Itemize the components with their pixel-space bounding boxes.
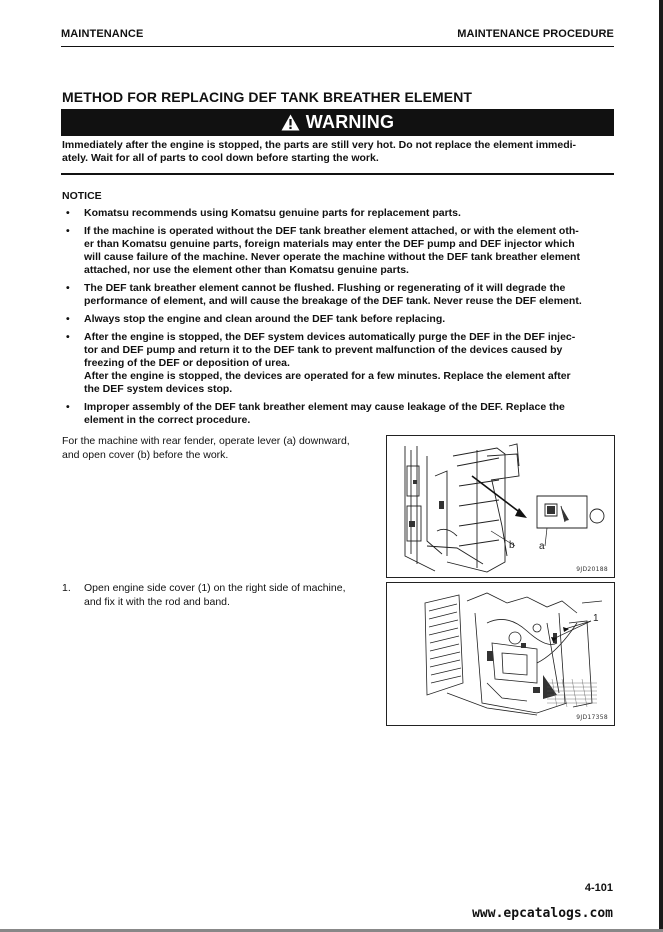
bullet-icon: •	[66, 401, 70, 413]
notice-line: will cause failure of the machine. Never operate the machine without the DEF tank breather element	[84, 251, 580, 263]
step-line: and fix it with the rod and band.	[84, 595, 230, 608]
warning-line: ately. Wait for all of parts to cool down before starting the work.	[62, 152, 379, 164]
notice-line: The DEF tank breather element cannot be flushed. Flushing or regenerating of it will degrade the	[84, 282, 566, 294]
notice-item	[62, 313, 615, 326]
bullet-icon: •	[66, 282, 70, 294]
header-divider	[61, 46, 614, 47]
notice-line: After the engine is stopped, the devices are operated for a few minutes. Replace the element after	[84, 370, 571, 382]
figure-code: 9JD17358	[576, 714, 608, 721]
notice-line: element in the correct procedure.	[84, 414, 251, 426]
notice-line: performance of element, and will cause the breakage of the DEF tank. Never reuse the DEF element.	[84, 295, 582, 307]
step-text	[84, 582, 380, 609]
warning-divider	[61, 173, 614, 175]
notice-line: Always stop the engine and clean around the DEF tank before replacing.	[84, 313, 446, 325]
intro-line: and open cover (b) before the work.	[62, 449, 229, 461]
notice-line: Komatsu recommends using Komatsu genuine parts for replacement parts.	[84, 207, 461, 219]
notice-item	[62, 401, 615, 427]
watermark-url: www.epcatalogs.com	[472, 906, 613, 921]
notice-heading: NOTICE	[62, 190, 102, 202]
header-section: MAINTENANCE	[61, 28, 144, 40]
notice-line: After the engine is stopped, the DEF system devices automatically purge the DEF in the DEF injec-	[84, 331, 576, 343]
warning-label: WARNING	[305, 112, 395, 132]
figure-rear-fender-cover	[386, 435, 615, 578]
warning-text	[62, 139, 614, 165]
page-edge	[659, 0, 663, 932]
notice-item	[62, 207, 615, 220]
notice-item	[62, 331, 615, 396]
notice-line: If the machine is operated without the DEF tank breather element attached, or with the element oth-	[84, 225, 579, 237]
page-title: METHOD FOR REPLACING DEF TANK BREATHER ELEMENT	[62, 89, 473, 105]
notice-line: tor and DEF pump and return it to the DEF tank to prevent malfunction of the devices caused by	[84, 344, 563, 356]
step-number: 1.	[62, 582, 71, 594]
step-line: Open engine side cover (1) on the right side of machine,	[84, 582, 346, 594]
notice-line: Improper assembly of the DEF tank breather element may cause leakage of the DEF. Replace the	[84, 401, 565, 413]
callout-label-b: b	[509, 540, 515, 551]
notice-list	[62, 207, 615, 432]
figure-engine-side-cover	[386, 582, 615, 726]
bullet-icon: •	[66, 313, 70, 325]
notice-item	[62, 225, 615, 277]
warning-line: Immediately after the engine is stopped, the parts are still very hot. Do not replace the element immedi-	[62, 139, 577, 151]
engine-illustration	[387, 583, 614, 725]
notice-line: attached, nor use the element other than Komatsu genuine parts.	[84, 264, 409, 276]
notice-line: freezing of the DEF or deposition of urea.	[84, 357, 290, 369]
notice-item	[62, 282, 615, 308]
intro-line: For the machine with rear fender, operate lever (a) downward,	[62, 435, 350, 447]
callout-label-a: a	[539, 541, 545, 552]
bullet-icon: •	[66, 225, 70, 237]
bullet-icon: •	[66, 331, 70, 343]
page-header	[61, 28, 614, 42]
notice-line: the DEF system devices stop.	[84, 383, 233, 395]
intro-paragraph	[62, 434, 378, 462]
header-chapter: MAINTENANCE PROCEDURE	[457, 28, 614, 40]
warning-triangle-icon	[281, 114, 300, 131]
figure-code: 9JD20188	[576, 566, 608, 573]
callout-label-1: 1	[593, 613, 599, 624]
bullet-icon: •	[66, 207, 70, 219]
warning-banner	[61, 109, 614, 136]
notice-line: er than Komatsu genuine parts, foreign materials may enter the DEF pump and DEF injector which	[84, 238, 575, 250]
machine-illustration	[387, 436, 614, 577]
page-number: 4-101	[584, 882, 613, 894]
